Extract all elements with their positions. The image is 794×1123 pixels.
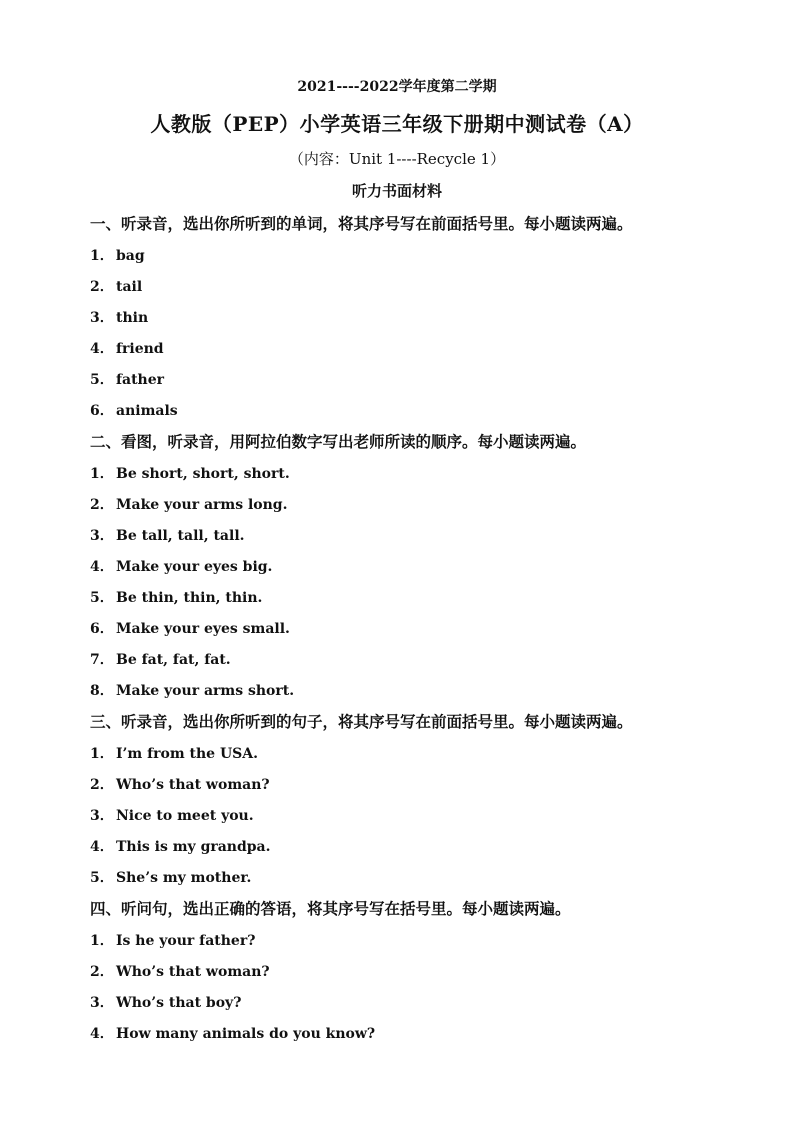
list-item [90, 649, 231, 669]
item-text: father [116, 372, 165, 388]
list-item [90, 618, 290, 638]
list-item [90, 680, 294, 700]
section-heading-3: 三、听录音，选出你所听到的句子，将其序号写在前面括号里。每小题读两遍。 [90, 712, 633, 731]
item-text: She’s my mother. [116, 870, 252, 886]
item-text: Be fat, fat, fat. [116, 652, 231, 668]
term-heading: 2021----2022学年度第二学期 [297, 79, 497, 95]
item-text: Is he your father? [116, 933, 256, 949]
item-number: 6． [90, 621, 114, 637]
item-text: Make your eyes small. [116, 621, 290, 637]
list-item [90, 525, 245, 545]
item-text: Be short, short, short. [116, 466, 290, 482]
item-text: Make your arms long. [116, 497, 288, 513]
item-number: 3． [90, 995, 114, 1011]
content-scope: （内容：Unit 1----Recycle 1） [288, 150, 506, 168]
section-heading-1: 一、听录音，选出你所听到的单词，将其序号写在前面括号里。每小题读两遍。 [90, 214, 633, 233]
item-number: 2． [90, 777, 114, 793]
list-item [90, 276, 142, 296]
item-text: How many animals do you know? [116, 1026, 376, 1042]
list-item [90, 992, 241, 1012]
list-item [90, 805, 254, 825]
item-number: 4． [90, 341, 114, 357]
item-number: 2． [90, 279, 114, 295]
list-item [90, 556, 272, 576]
item-number: 5． [90, 590, 114, 606]
item-text: Make your eyes big. [116, 559, 273, 575]
item-number: 3． [90, 528, 114, 544]
list-item [90, 867, 251, 887]
item-text: Nice to meet you. [116, 808, 254, 824]
list-item [90, 1023, 375, 1043]
item-text: Who’s that boy? [116, 995, 242, 1011]
item-text: tail [116, 279, 143, 295]
item-text: This is my grandpa. [116, 839, 271, 855]
list-item [90, 245, 145, 265]
item-text: thin [116, 310, 149, 326]
item-text: animals [116, 403, 178, 419]
list-item [90, 338, 164, 358]
page-title: 人教版（PEP）小学英语三年级下册期中测试卷（A） [150, 112, 644, 136]
item-number: 4． [90, 1026, 114, 1042]
list-item [90, 774, 270, 794]
item-text: Make your arms short. [116, 683, 295, 699]
item-number: 1． [90, 746, 114, 762]
item-number: 3． [90, 310, 114, 326]
list-item [90, 400, 178, 420]
item-text: Who’s that woman? [116, 964, 270, 980]
item-number: 7． [90, 652, 114, 668]
item-number: 8． [90, 683, 114, 699]
item-number: 1． [90, 466, 114, 482]
item-number: 4． [90, 839, 114, 855]
item-number: 6． [90, 403, 114, 419]
list-item [90, 587, 262, 607]
list-item [90, 836, 271, 856]
list-item [90, 743, 258, 763]
item-text: friend [116, 341, 164, 357]
list-item [90, 307, 148, 327]
item-number: 1． [90, 248, 114, 264]
item-number: 2． [90, 497, 114, 513]
item-text: bag [116, 248, 145, 264]
item-number: 5． [90, 372, 114, 388]
item-text: Be tall, tall, tall. [116, 528, 245, 544]
item-text: Be thin, thin, thin. [116, 590, 263, 606]
item-text: Who’s that woman? [116, 777, 270, 793]
item-number: 5． [90, 870, 114, 886]
item-number: 1． [90, 933, 114, 949]
item-number: 3． [90, 808, 114, 824]
item-number: 2． [90, 964, 114, 980]
item-number: 4． [90, 559, 114, 575]
list-item [90, 961, 270, 981]
list-item [90, 494, 287, 514]
list-item [90, 930, 255, 950]
section-heading-4: 四、听问句，选出正确的答语，将其序号写在括号里。每小题读两遍。 [90, 899, 571, 918]
item-text: I’m from the USA. [116, 746, 259, 762]
list-item [90, 463, 290, 483]
material-heading: 听力书面材料 [351, 182, 442, 200]
list-item [90, 369, 164, 389]
section-heading-2: 二、看图，听录音，用阿拉伯数字写出老师所读的顺序。每小题读两遍。 [90, 432, 587, 451]
